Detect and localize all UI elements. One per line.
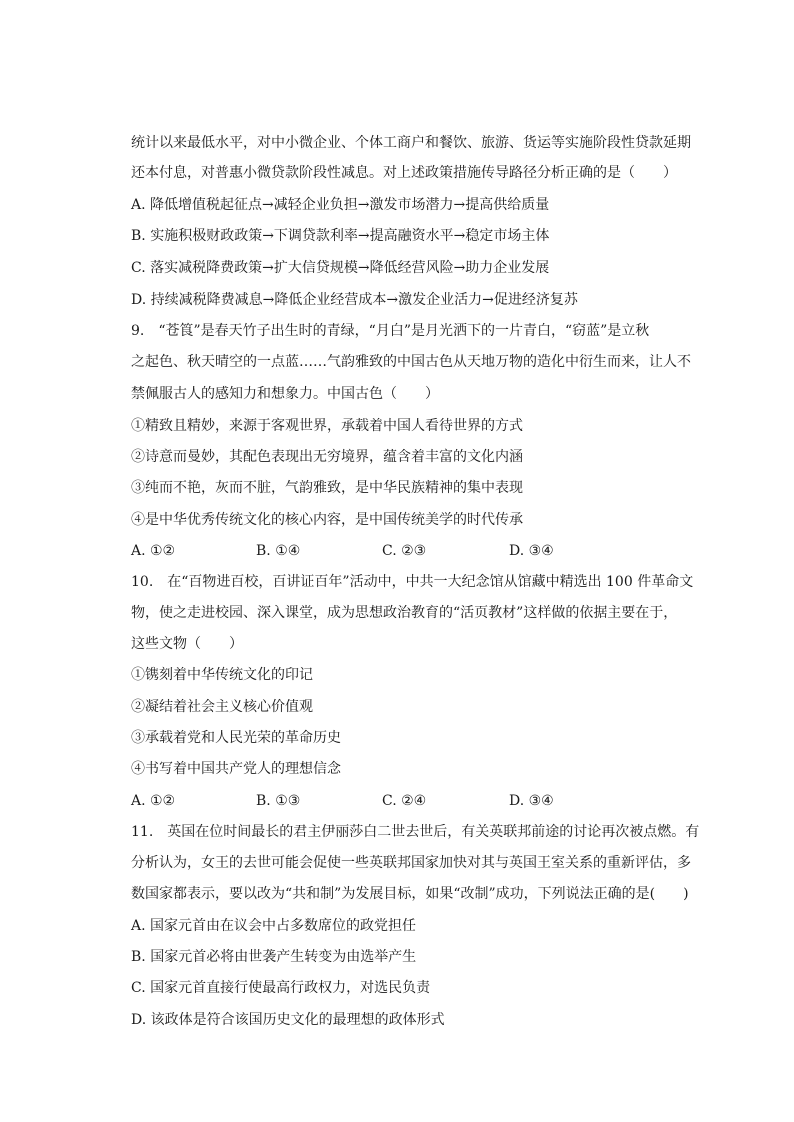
q9-choice-b: B. ①④ bbox=[256, 543, 301, 559]
q10-statement-2: ②凝结着社会主义核心价值观 bbox=[131, 699, 313, 715]
q9-statement-2: ②诗意而曼妙，其配色表现出无穷境界，蕴含着丰富的文化内涵 bbox=[131, 449, 523, 465]
q8-option-a: A. 降低增值税起征点→减轻企业负担→激发市场潜力→提高供给质量 bbox=[131, 197, 550, 213]
q10-choice-a: A. ①② bbox=[131, 793, 176, 809]
q11-stem-line-2: 分析认为，女王的去世可能会促使一些英联邦国家加快对其与英国王室关系的重新评估，多 bbox=[131, 855, 691, 871]
q10-stem-line-1: 10. 在“百物进百校，百讲证百年”活动中，中共一大纪念馆从馆藏中精选出 100 件革命文 bbox=[131, 574, 694, 590]
q9-choice-a: A. ①② bbox=[131, 543, 176, 559]
q11-option-a: A. 国家元首由在议会中占多数席位的政党担任 bbox=[131, 918, 417, 934]
q9-stem-line-2: 之起色、秋天晴空的一点蓝……气韵雅致的中国古色从天地万物的造化中衍生而来，让人不 bbox=[131, 354, 691, 370]
q11-option-c: C. 国家元首直接行使最高行政权力，对选民负责 bbox=[131, 980, 431, 996]
q8-stem-line-1: 统计以来最低水平，对中小微企业、个体工商户和餐饮、旅游、货运等实施阶段性贷款延期 bbox=[131, 135, 691, 151]
q11-stem-line-1: 11. 英国在位时间最长的君主伊丽莎白二世去世后，有关英联邦前途的讨论再次被点燃。有 bbox=[131, 824, 700, 840]
q9-statement-4: ④是中华优秀传统文化的核心内容，是中国传统美学的时代传承 bbox=[131, 512, 523, 528]
q9-statement-3: ③纯而不艳，灰而不脏，气韵雅致，是中华民族精神的集中表现 bbox=[131, 480, 523, 496]
q11-option-d: D. 该政体是符合该国历史文化的最理想的政体形式 bbox=[131, 1012, 445, 1028]
q11-option-b: B. 国家元首必将由世袭产生转变为由选举产生 bbox=[131, 949, 417, 965]
q9-statement-1: ①精致且精妙，来源于客观世界，承载着中国人看待世界的方式 bbox=[131, 418, 523, 434]
q9-choice-c: C. ②③ bbox=[382, 543, 427, 559]
q9-choice-d: D. ③④ bbox=[509, 543, 554, 559]
q9-stem-line-3: 禁佩服古人的感知力和想象力。中国古色（ ） bbox=[131, 386, 439, 402]
q10-choice-c: C. ②④ bbox=[382, 793, 427, 809]
q8-option-d: D. 持续减税降费减息→降低企业经营成本→激发企业活力→促进经济复苏 bbox=[131, 292, 578, 308]
q10-statement-3: ③承载着党和人民光荣的革命历史 bbox=[131, 730, 341, 746]
q10-choices bbox=[131, 791, 691, 811]
q10-choice-d: D. ③④ bbox=[509, 793, 554, 809]
q9-stem-line-1: 9. “苍筤”是春天竹子出生时的青绿，“月白”是月光洒下的一片青白，“窃蓝”是立秋 bbox=[131, 323, 650, 339]
q10-statement-4: ④书写着中国共产党人的理想信念 bbox=[131, 761, 341, 777]
q10-statement-1: ①镌刻着中华传统文化的印记 bbox=[131, 667, 313, 683]
q10-choice-b: B. ①③ bbox=[256, 793, 301, 809]
q8-option-b: B. 实施积极财政政策→下调贷款利率→提高融资水平→稳定市场主体 bbox=[131, 228, 550, 244]
q10-stem-line-3: 这些文物（ ） bbox=[131, 636, 243, 652]
q9-choices bbox=[131, 541, 691, 561]
q8-stem-line-2: 还本付息，对普惠小微贷款阶段性减息。对上述政策措施传导路径分析正确的是（ ） bbox=[131, 165, 677, 181]
q8-option-c: C. 落实减税降费政策→扩大信贷规模→降低经营风险→助力企业发展 bbox=[131, 260, 550, 276]
q11-stem-line-3: 数国家都表示，要以改为“共和制”为发展目标，如果“改制”成功，下列说法正确的是( ) bbox=[131, 886, 689, 902]
q10-stem-line-2: 物，使之走进校园、深入课堂，成为思想政治教育的“活页教材”这样做的依据主要在于， bbox=[131, 605, 678, 621]
